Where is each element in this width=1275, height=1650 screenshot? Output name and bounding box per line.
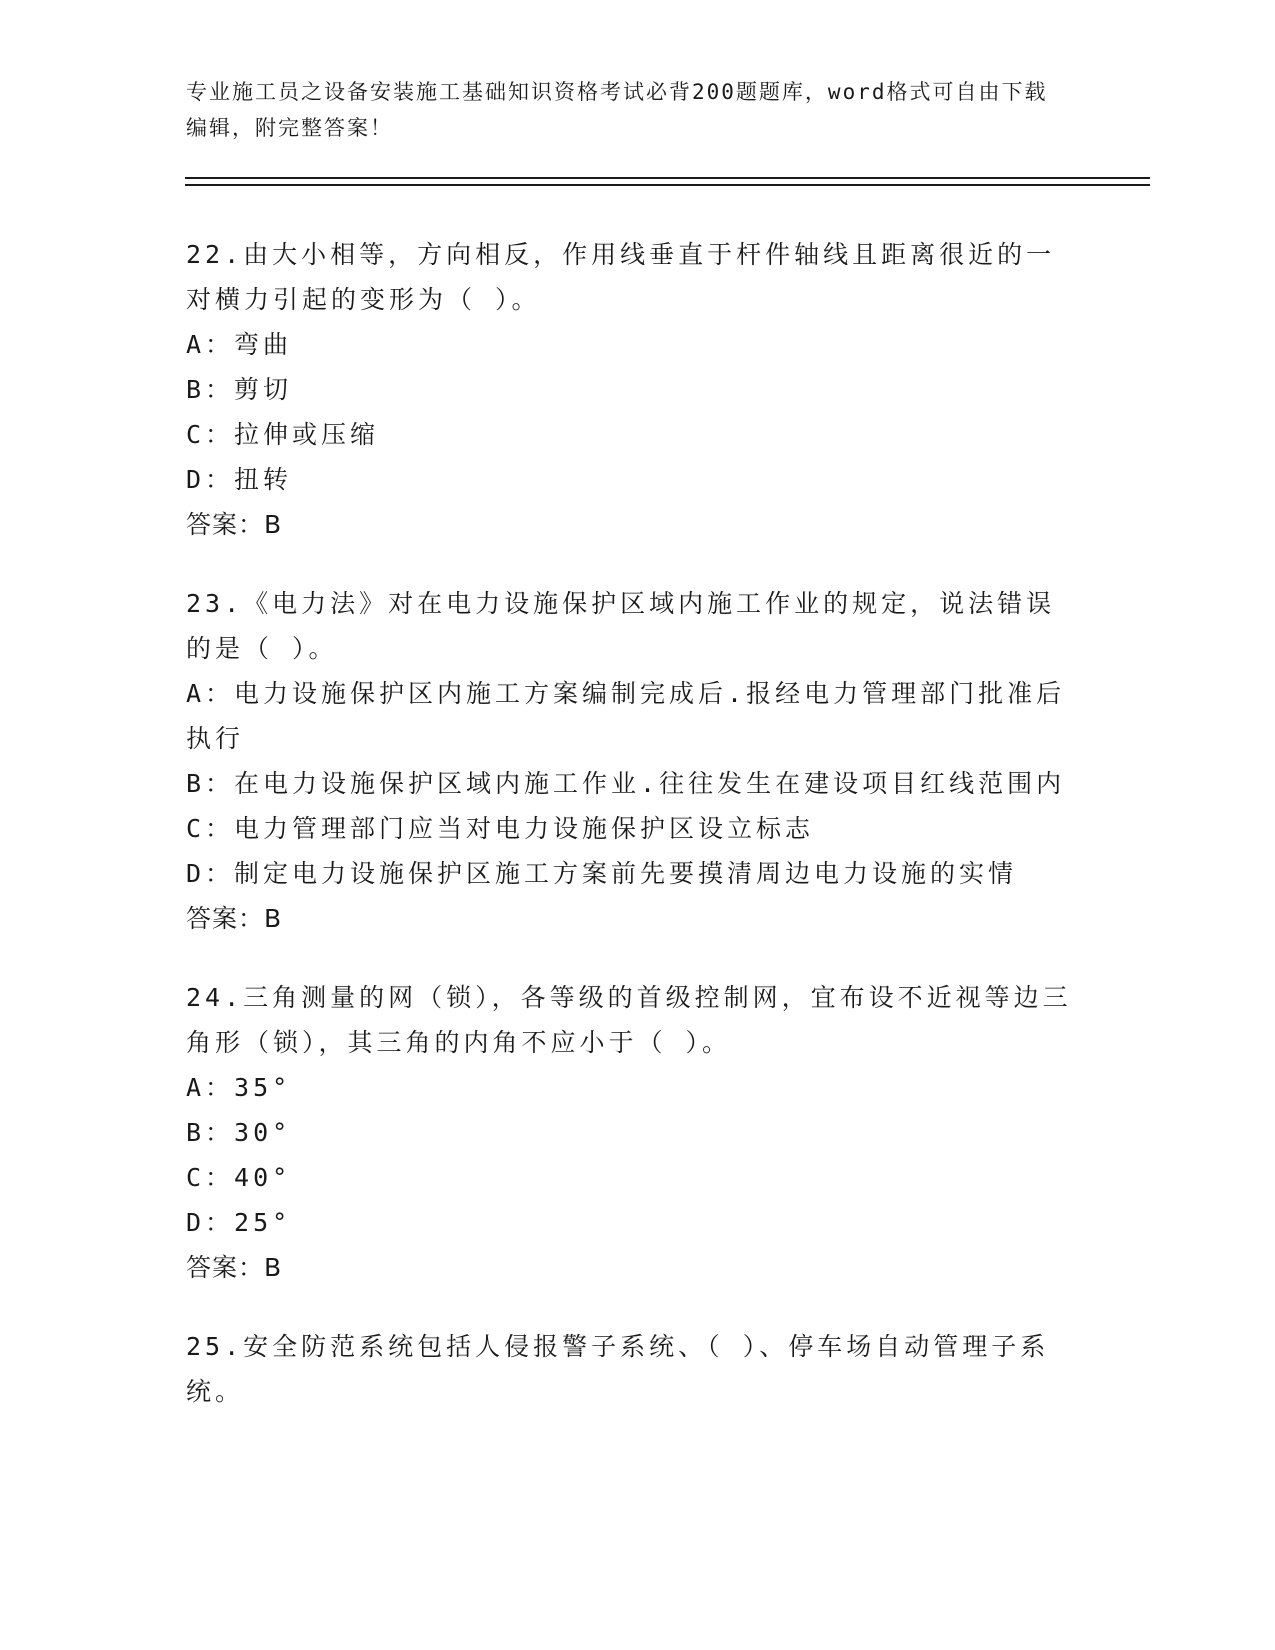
- question-stem: 24.三角测量的网（锁），各等级的首级控制网，宜布设不近视等边三角形（锁），其三角的内角不应小于（ ）。: [186, 983, 1072, 1057]
- option-c: C：电力管理部门应当对电力设施保护区设立标志: [186, 814, 815, 843]
- option-a: A：35°: [186, 1073, 292, 1102]
- question-24: [186, 975, 1076, 1290]
- option-b: B：剪切: [186, 375, 293, 404]
- option-b: B：30°: [186, 1118, 292, 1147]
- option-b: B：在电力设施保护区域内施工作业.往往发生在建设项目红线范围内: [186, 769, 1066, 798]
- answer-line: 答案：B: [186, 1253, 283, 1282]
- option-c: C：拉伸或压缩: [186, 420, 380, 449]
- answer-line: 答案：B: [186, 510, 283, 539]
- question-stem: 22.由大小相等，方向相反，作用线垂直于杆件轴线且距离很近的一对横力引起的变形为（ ）。: [186, 240, 1056, 314]
- option-a: A：弯曲: [186, 330, 293, 359]
- option-d: D：扭转: [186, 465, 293, 494]
- question-stem: 23.《电力法》对在电力设施保护区域内施工作业的规定，说法错误的是（ ）。: [186, 589, 1056, 663]
- question-23: [186, 581, 1076, 941]
- question-stem: 25.安全防范系统包括人侵报警子系统、（ ）、停车场自动管理子系统。: [186, 1332, 1050, 1406]
- question-25: [186, 1324, 1076, 1414]
- option-c: C：40°: [186, 1163, 292, 1192]
- question-list: [186, 232, 1076, 1448]
- page-header: 专业施工员之设备安装施工基础知识资格考试必背200题题库，word格式可自由下载编辑，附完整答案！: [186, 80, 1048, 140]
- header-double-rule: [185, 177, 1150, 186]
- option-a: A：电力设施保护区内施工方案编制完成后.报经电力管理部门批准后执行: [186, 679, 1066, 753]
- option-d: D：25°: [186, 1208, 292, 1237]
- option-d: D：制定电力设施保护区施工方案前先要摸清周边电力设施的实情: [186, 859, 1018, 888]
- answer-line: 答案：B: [186, 904, 283, 933]
- question-22: [186, 232, 1076, 547]
